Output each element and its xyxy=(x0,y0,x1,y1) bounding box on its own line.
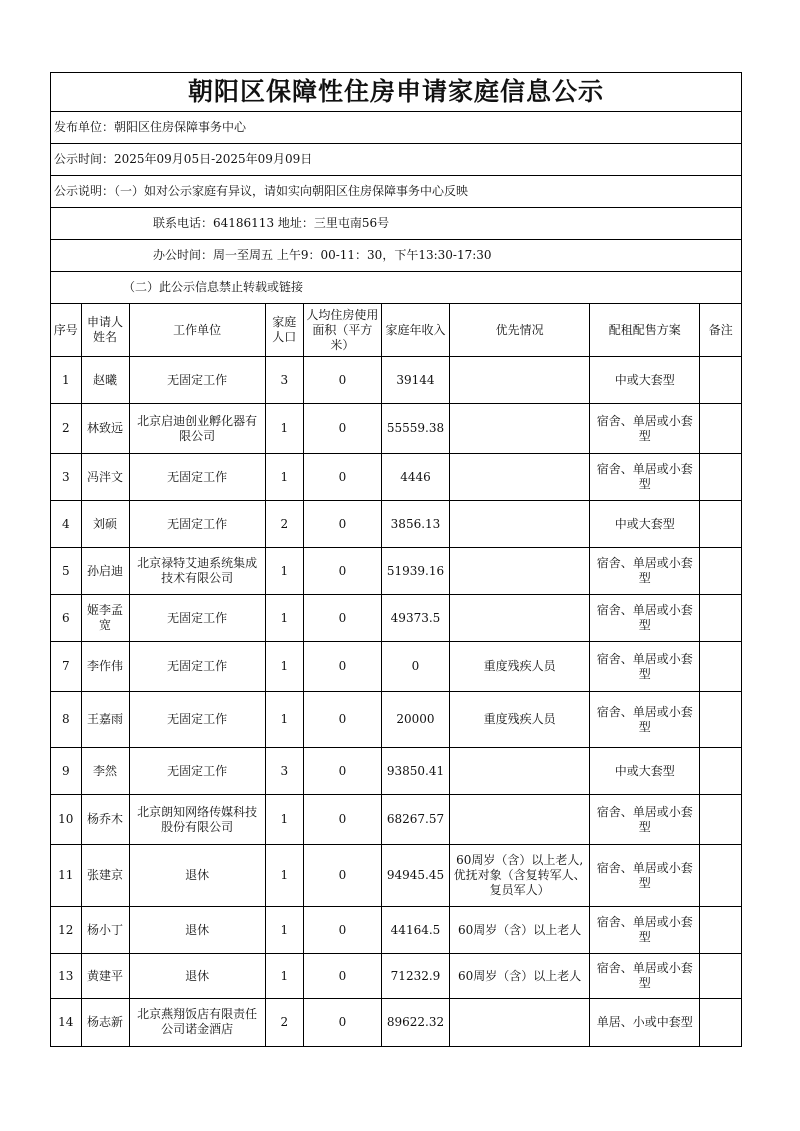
cell-name: 杨志新 xyxy=(81,999,129,1046)
cell-name: 孙启迪 xyxy=(81,548,129,595)
cell-plan: 中或大套型 xyxy=(590,748,700,795)
cell-priority: 60周岁（含）以上老人 xyxy=(450,907,590,954)
header-remark: 备注 xyxy=(700,304,741,357)
cell-no: 7 xyxy=(51,642,81,692)
cell-employer: 退休 xyxy=(129,907,265,954)
cell-plan: 宿舍、单居或小套型 xyxy=(590,404,700,454)
table-row xyxy=(51,692,741,748)
cell-name: 杨乔木 xyxy=(81,795,129,845)
table-row xyxy=(51,748,741,795)
header-area: 人均住房使用面积（平方米） xyxy=(303,304,381,357)
cell-employer: 北京禄特艾迪系统集成技术有限公司 xyxy=(129,548,265,595)
table-row xyxy=(51,999,741,1046)
cell-income: 39144 xyxy=(381,357,449,404)
cell-remark xyxy=(700,954,741,999)
cell-income: 71232.9 xyxy=(381,954,449,999)
cell-area: 0 xyxy=(303,999,381,1046)
cell-area: 0 xyxy=(303,404,381,454)
table-body xyxy=(51,357,741,1046)
cell-area: 0 xyxy=(303,692,381,748)
cell-plan: 宿舍、单居或小套型 xyxy=(590,595,700,642)
cell-area: 0 xyxy=(303,845,381,907)
cell-employer: 北京启迪创业孵化器有限公司 xyxy=(129,404,265,454)
cell-remark xyxy=(700,795,741,845)
cell-priority xyxy=(450,404,590,454)
cell-household-size: 2 xyxy=(265,501,303,548)
cell-plan: 宿舍、单居或小套型 xyxy=(590,954,700,999)
cell-priority xyxy=(450,595,590,642)
cell-income: 0 xyxy=(381,642,449,692)
cell-no: 10 xyxy=(51,795,81,845)
cell-priority: 重度残疾人员 xyxy=(450,642,590,692)
cell-no: 9 xyxy=(51,748,81,795)
cell-plan: 宿舍、单居或小套型 xyxy=(590,642,700,692)
cell-no: 12 xyxy=(51,907,81,954)
cell-remark xyxy=(700,748,741,795)
cell-priority xyxy=(450,795,590,845)
cell-no: 1 xyxy=(51,357,81,404)
table-row xyxy=(51,845,741,907)
cell-priority: 重度残疾人员 xyxy=(450,692,590,748)
cell-income: 94945.45 xyxy=(381,845,449,907)
cell-name: 黄建平 xyxy=(81,954,129,999)
cell-priority xyxy=(450,548,590,595)
cell-income: 20000 xyxy=(381,692,449,748)
table-row xyxy=(51,357,741,404)
cell-name: 林致远 xyxy=(81,404,129,454)
cell-employer: 退休 xyxy=(129,845,265,907)
cell-income: 93850.41 xyxy=(381,748,449,795)
table-row xyxy=(51,907,741,954)
cell-no: 8 xyxy=(51,692,81,748)
cell-income: 49373.5 xyxy=(381,595,449,642)
cell-priority xyxy=(450,357,590,404)
table-row xyxy=(51,548,741,595)
cell-no: 2 xyxy=(51,404,81,454)
cell-household-size: 1 xyxy=(265,954,303,999)
cell-remark xyxy=(700,357,741,404)
applicant-table xyxy=(51,304,741,1046)
cell-priority xyxy=(450,748,590,795)
header-name: 申请人姓名 xyxy=(81,304,129,357)
table-header-row xyxy=(51,304,741,357)
header-plan: 配租配售方案 xyxy=(590,304,700,357)
cell-household-size: 1 xyxy=(265,795,303,845)
publisher-line: 发布单位：朝阳区住房保障事务中心 xyxy=(51,112,741,144)
cell-household-size: 1 xyxy=(265,642,303,692)
cell-area: 0 xyxy=(303,642,381,692)
cell-household-size: 1 xyxy=(265,907,303,954)
notice-sheet xyxy=(50,72,742,1047)
cell-area: 0 xyxy=(303,954,381,999)
table-row xyxy=(51,595,741,642)
table-row xyxy=(51,954,741,999)
cell-employer: 无固定工作 xyxy=(129,357,265,404)
cell-remark xyxy=(700,999,741,1046)
cell-plan: 中或大套型 xyxy=(590,357,700,404)
note-line-1: 公示说明：（一）如对公示家庭有异议，请如实向朝阳区住房保障事务中心反映 xyxy=(51,176,741,208)
header-employer: 工作单位 xyxy=(129,304,265,357)
cell-no: 4 xyxy=(51,501,81,548)
note-line-2: （二）此公示信息禁止转载或链接 xyxy=(51,272,741,304)
cell-employer: 北京朗知网络传媒科技股份有限公司 xyxy=(129,795,265,845)
cell-employer: 北京燕翔饭店有限责任公司诺金酒店 xyxy=(129,999,265,1046)
cell-remark xyxy=(700,595,741,642)
table-row xyxy=(51,454,741,501)
cell-name: 李然 xyxy=(81,748,129,795)
cell-area: 0 xyxy=(303,454,381,501)
cell-employer: 退休 xyxy=(129,954,265,999)
cell-income: 55559.38 xyxy=(381,404,449,454)
cell-area: 0 xyxy=(303,795,381,845)
header-income: 家庭年收入 xyxy=(381,304,449,357)
table-row xyxy=(51,501,741,548)
cell-name: 张建京 xyxy=(81,845,129,907)
header-household-size: 家庭人口 xyxy=(265,304,303,357)
cell-name: 王嘉雨 xyxy=(81,692,129,748)
cell-remark xyxy=(700,907,741,954)
cell-household-size: 1 xyxy=(265,548,303,595)
header-no: 序号 xyxy=(51,304,81,357)
cell-income: 89622.32 xyxy=(381,999,449,1046)
table-row xyxy=(51,404,741,454)
cell-priority: 60周岁（含）以上老人 xyxy=(450,954,590,999)
cell-household-size: 1 xyxy=(265,454,303,501)
table-row xyxy=(51,642,741,692)
cell-household-size: 3 xyxy=(265,357,303,404)
contact-line: 联系电话：64186113 地址：三里屯南56号 xyxy=(51,208,741,240)
cell-area: 0 xyxy=(303,357,381,404)
cell-household-size: 3 xyxy=(265,748,303,795)
cell-area: 0 xyxy=(303,501,381,548)
cell-no: 11 xyxy=(51,845,81,907)
cell-no: 3 xyxy=(51,454,81,501)
cell-name: 冯泮文 xyxy=(81,454,129,501)
cell-remark xyxy=(700,548,741,595)
cell-plan: 宿舍、单居或小套型 xyxy=(590,907,700,954)
cell-income: 44164.5 xyxy=(381,907,449,954)
cell-remark xyxy=(700,404,741,454)
cell-name: 杨小丁 xyxy=(81,907,129,954)
cell-employer: 无固定工作 xyxy=(129,501,265,548)
cell-name: 刘硕 xyxy=(81,501,129,548)
cell-household-size: 2 xyxy=(265,999,303,1046)
cell-household-size: 1 xyxy=(265,845,303,907)
cell-name: 姬李孟宽 xyxy=(81,595,129,642)
cell-no: 14 xyxy=(51,999,81,1046)
cell-plan: 宿舍、单居或小套型 xyxy=(590,548,700,595)
cell-remark xyxy=(700,845,741,907)
cell-priority xyxy=(450,501,590,548)
cell-area: 0 xyxy=(303,748,381,795)
cell-income: 51939.16 xyxy=(381,548,449,595)
cell-area: 0 xyxy=(303,548,381,595)
cell-remark xyxy=(700,454,741,501)
cell-household-size: 1 xyxy=(265,404,303,454)
cell-area: 0 xyxy=(303,595,381,642)
cell-plan: 宿舍、单居或小套型 xyxy=(590,454,700,501)
cell-priority: 60周岁（含）以上老人,优抚对象（含复转军人、复员军人） xyxy=(450,845,590,907)
cell-employer: 无固定工作 xyxy=(129,748,265,795)
cell-remark xyxy=(700,692,741,748)
cell-employer: 无固定工作 xyxy=(129,642,265,692)
cell-income: 68267.57 xyxy=(381,795,449,845)
cell-remark xyxy=(700,501,741,548)
cell-employer: 无固定工作 xyxy=(129,595,265,642)
cell-household-size: 1 xyxy=(265,595,303,642)
cell-household-size: 1 xyxy=(265,692,303,748)
cell-area: 0 xyxy=(303,907,381,954)
cell-no: 13 xyxy=(51,954,81,999)
cell-priority xyxy=(450,999,590,1046)
cell-income: 4446 xyxy=(381,454,449,501)
page-title: 朝阳区保障性住房申请家庭信息公示 xyxy=(51,73,741,112)
office-hours-line: 办公时间：周一至周五 上午9：00-11：30，下午13:30-17:30 xyxy=(51,240,741,272)
cell-plan: 中或大套型 xyxy=(590,501,700,548)
period-line: 公示时间：2025年09月05日-2025年09月09日 xyxy=(51,144,741,176)
cell-no: 6 xyxy=(51,595,81,642)
cell-no: 5 xyxy=(51,548,81,595)
cell-income: 3856.13 xyxy=(381,501,449,548)
cell-remark xyxy=(700,642,741,692)
table-row xyxy=(51,795,741,845)
cell-employer: 无固定工作 xyxy=(129,692,265,748)
cell-name: 李作伟 xyxy=(81,642,129,692)
cell-employer: 无固定工作 xyxy=(129,454,265,501)
cell-plan: 单居、小或中套型 xyxy=(590,999,700,1046)
cell-plan: 宿舍、单居或小套型 xyxy=(590,845,700,907)
cell-plan: 宿舍、单居或小套型 xyxy=(590,692,700,748)
cell-plan: 宿舍、单居或小套型 xyxy=(590,795,700,845)
header-priority: 优先情况 xyxy=(450,304,590,357)
cell-name: 赵曦 xyxy=(81,357,129,404)
cell-priority xyxy=(450,454,590,501)
